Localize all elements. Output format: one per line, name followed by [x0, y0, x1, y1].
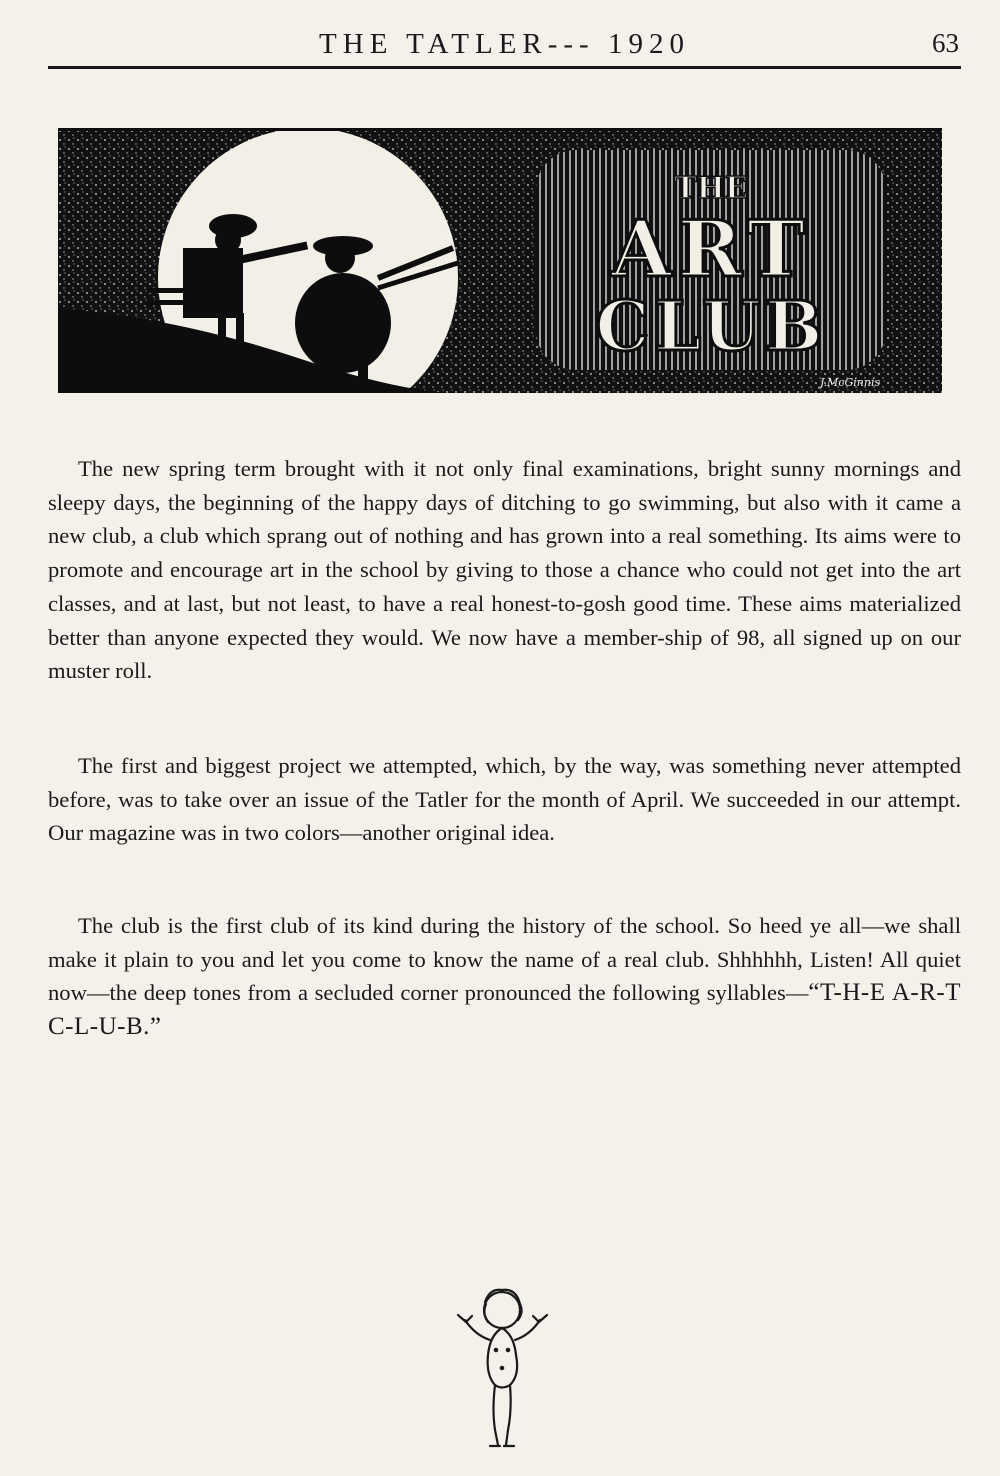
banner-title-art: ART — [610, 204, 812, 295]
page-header — [48, 28, 961, 68]
paragraph-3-container — [48, 909, 961, 1044]
banner-drawing — [58, 128, 942, 393]
spelled-club-name: “T-H-E A-R-T C-L-U-B.” — [48, 979, 961, 1041]
paragraph-3 — [48, 909, 961, 1044]
artist-signature: J.McGinnis — [820, 376, 881, 389]
banner-title-the: THE — [674, 171, 748, 206]
paragraph-1 — [48, 452, 961, 688]
running-title: THE TATLER--- 1920 — [319, 28, 690, 60]
cherub-ornament — [440, 1280, 565, 1455]
paragraph-3-text: The club is the first club of its kind during the history of the school. So heed ye all—we shall make it plain to you and let you come to know the name of a real club. Shhhhhh, Listen! All quiet now—the deep tones from a secluded corner pronounced the following syllables— — [48, 913, 961, 1006]
page-number: 63 — [932, 28, 959, 58]
banner-title-club: CLUB — [595, 287, 827, 367]
paragraph-2-text: The first and biggest project we attempted, which, by the way, was something never attempted before, was to take over an issue of the Tatler for the month of April. We succeeded in our attempt. Our magazine was in two colors—another original idea. — [48, 753, 961, 846]
header-rule — [48, 66, 961, 69]
paragraph-2 — [48, 749, 961, 850]
cherub-drawing — [440, 1280, 565, 1455]
art-club-banner-illustration — [58, 128, 942, 393]
paragraph-1-text: The new spring term brought with it not only final examinations, bright sunny mornings and sleepy days, the beginning of the happy days of ditching to go swimming, but also with it came a new club, a club which sprang out of nothing and has grown into a real something. Its aims were to promote and encourage art in the school by giving to those a chance who could not get into the art classes, and at last, but not least, to have a real honest-to-gosh good time. These aims materialized better than anyone expected they would. We now have a member-ship of 98, all signed up on our muster roll. — [48, 456, 961, 684]
